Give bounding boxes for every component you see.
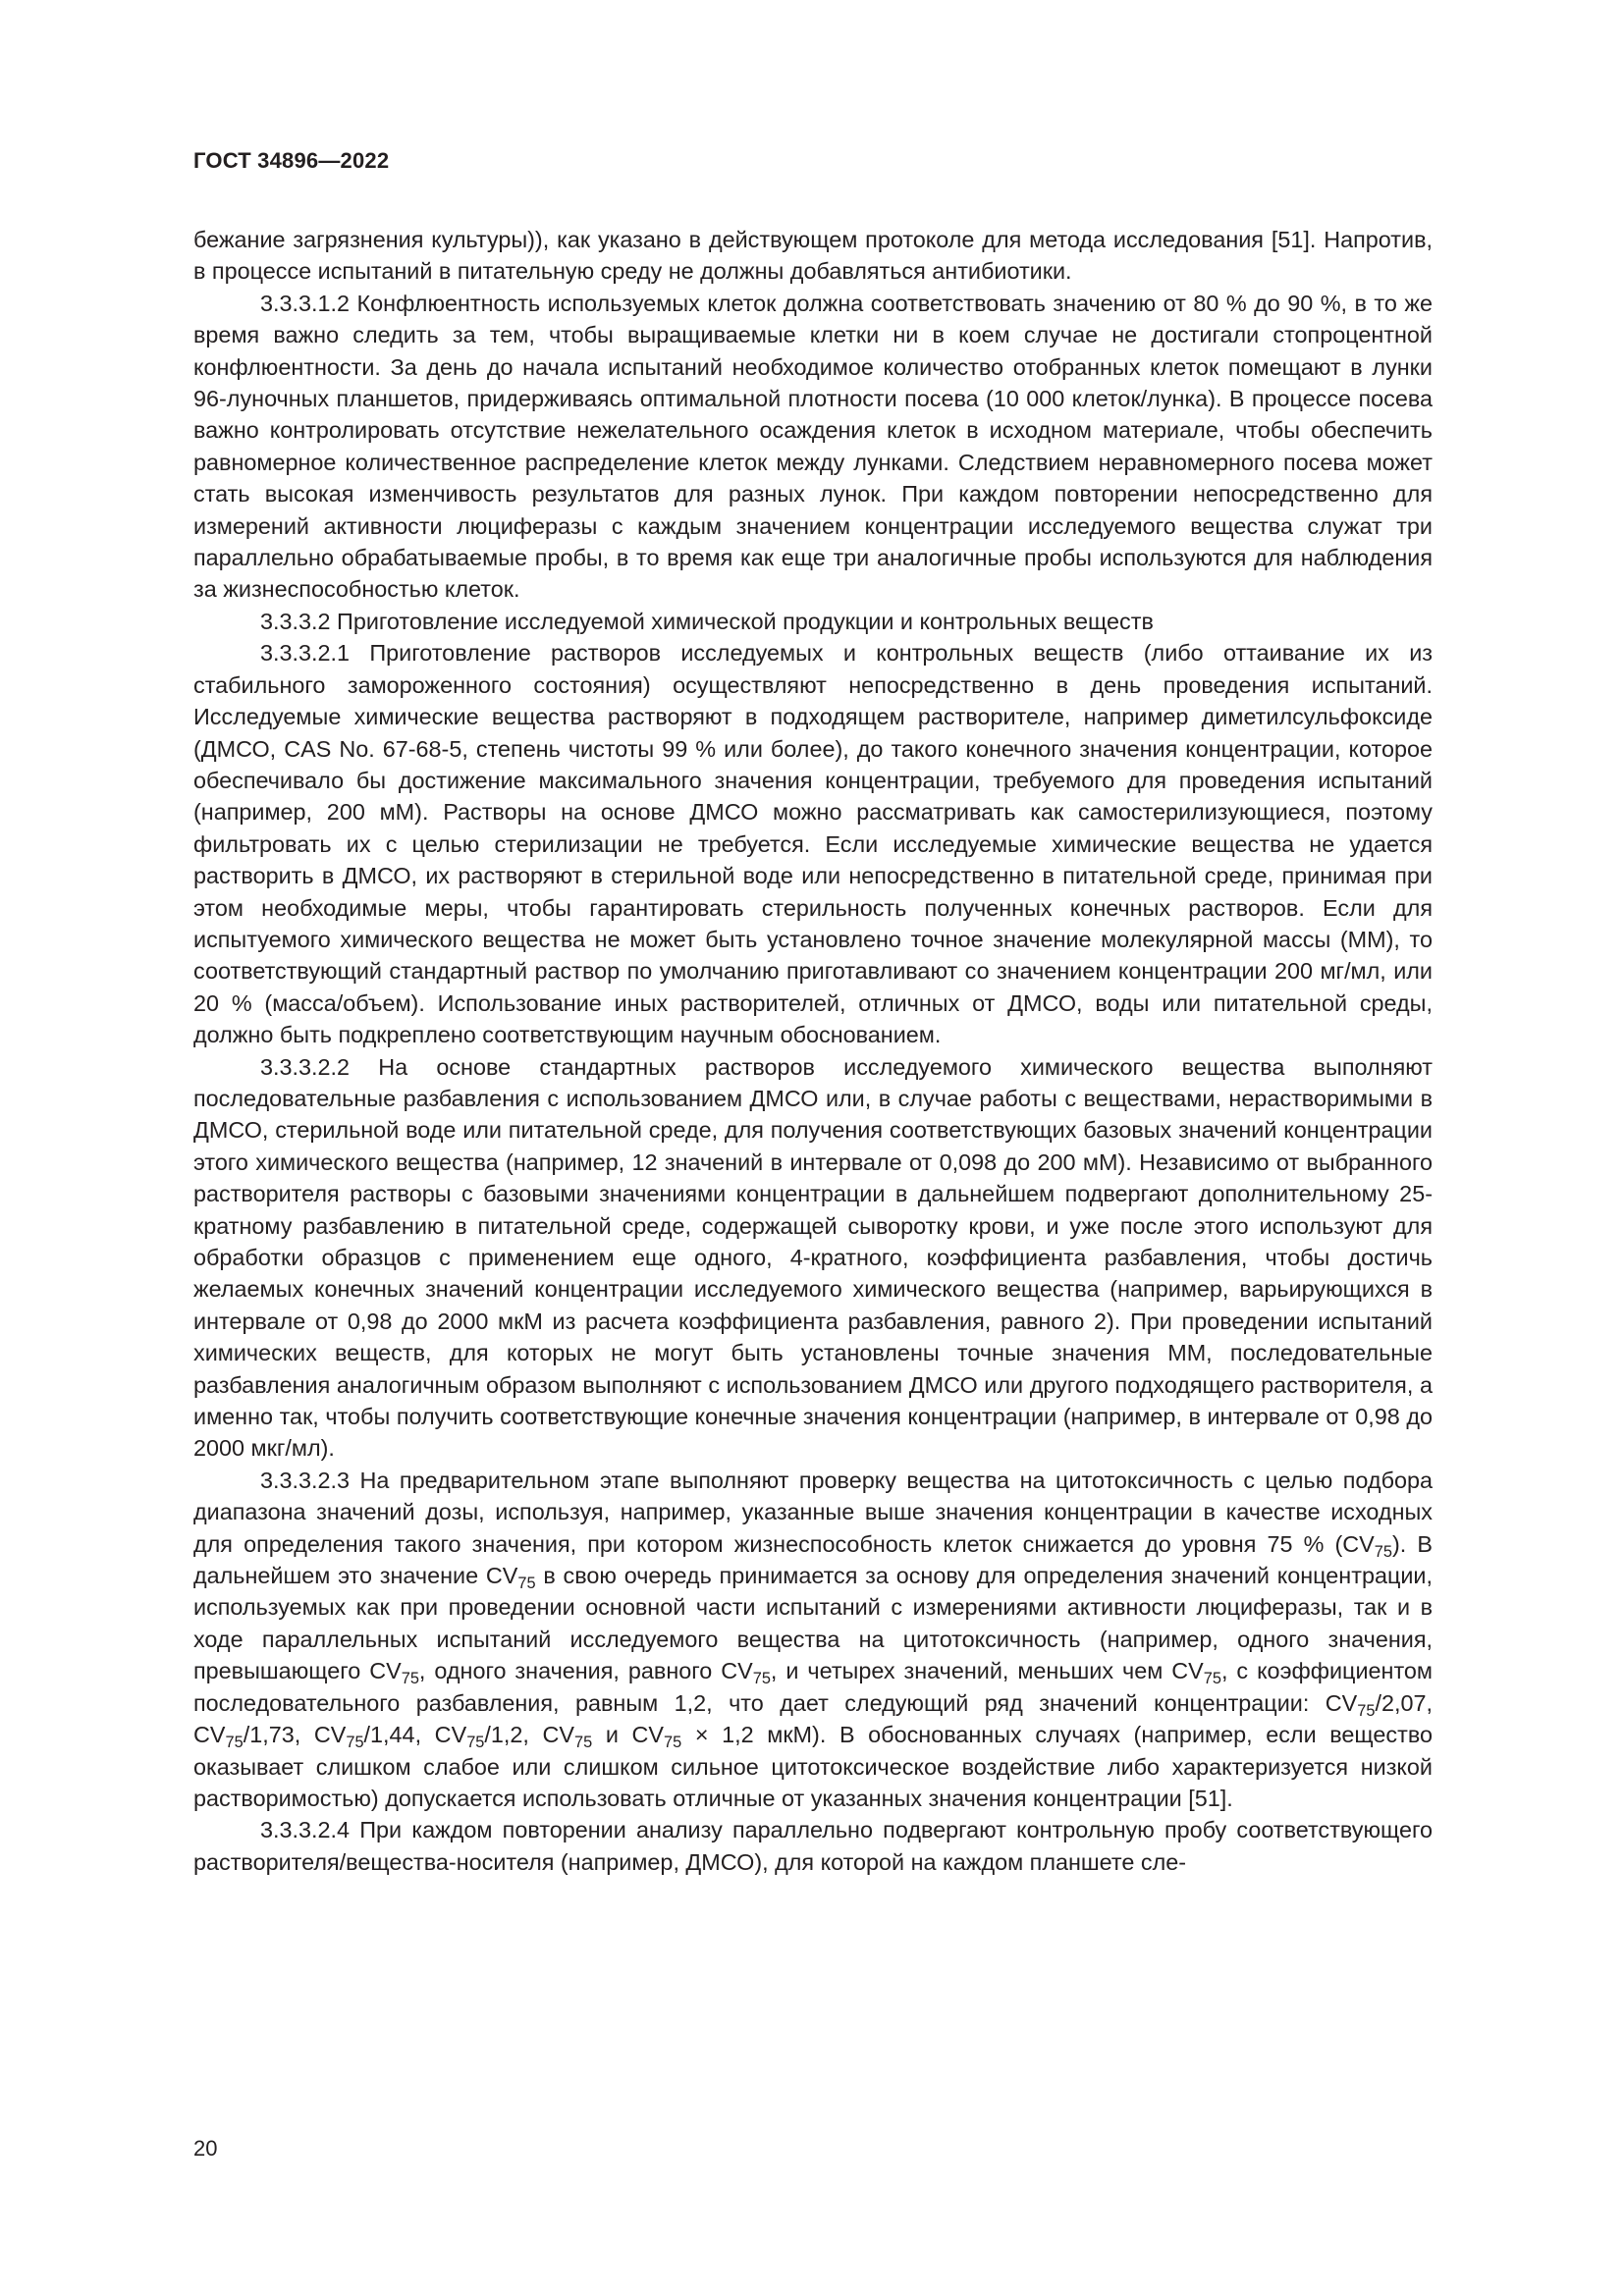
page-number: 20 [193,2136,218,2161]
body-text [193,224,1433,1878]
paragraph-3-3-3-2-3: 3.3.3.2.3 На предварительном этапе выполняют проверку вещества на цитотоксичность с целью подбора диапазона значений дозы, используя, например, указанные выше значения концентрации в качестве исходных для определения такого значения, при котором жизнеспособность клеток снижается до уровня 75 % $(CV_{75})$. В дальнейшем это значение $CV_{75}$ в свою очередь принимается за основу для определения значений концентрации, используемых как при проведении основной части испытаний с измерениями активности люциферазы, так и в ходе параллельных испытаний исследуемого вещества на цитотоксичность (например, одного значения, превышающего $CV_{75}$, одного значения, равного $CV_{75}$, и четырех значений, меньших чем $CV_{75}$, с коэффициентом последовательного разбавления, равным 1,2, что дает следующий ряд значений концентрации: $CV_{75}/2,07$, $CV_{75}/1,73$, $CV_{75}/1,44$, $CV_{75}/1,2$, $CV_{75}$ и $CV_{75} \times 1,2$ мкМ). В обоснованных случаях (например, если вещество оказывает слишком слабое или слишком сильное цитотоксическое воздействие либо характеризуется низкой растворимостью) допускается использовать отличные от указанных значения концентрации [51]. [193,1467,1433,1811]
paragraph-3-3-3-2: 3.3.3.2 Приготовление исследуемой химической продукции и контрольных веществ [260,608,1154,634]
paragraph-3-3-3-2-4: 3.3.3.2.4 При каждом повторении анализу параллельно подвергают контрольную пробу соответствующего растворителя/вещества-носителя (например, ДМСО), для которой на каждом планшете сле- [193,1817,1433,1875]
paragraph-3-3-3-2-2: 3.3.3.2.2 На основе стандартных растворов исследуемого химического вещества выполняют последовательные разбавления с использованием ДМСО или, в случае работы с веществами, нерастворимыми в ДМСО, стерильной воде или питательной среде, для получения соответствующих базовых значений концентрации этого химического вещества (например, 12 значений в интервале от 0,098 до 200 мМ). Независимо от выбранного растворителя растворы с базовыми значениями концентрации в дальнейшем подвергают дополнительному 25-кратному разбавлению в питательной среде, содержащей сыворотку крови, и уже после этого используют для обработки образцов с применением еще одного, 4-кратного, коэффициента разбавления, чтобы достичь желаемых конечных значений концентрации исследуемого химического вещества (например, варьирующихся в интервале от 0,98 до 2000 мкМ из расчета коэффициента разбавления, равного 2). При проведении испытаний химических веществ, для которых не могут быть установлены точные значения ММ, последовательные разбавления аналогичным образом выполняют с использованием ДМСО или другого подходящего растворителя, а именно так, чтобы получить соответствующие конечные значения концентрации (например, в интервале от 0,98 до 2000 мкг/мл). [193,1053,1433,1462]
paragraph-3-3-3-1-2: 3.3.3.1.2 Конфлюентность используемых клеток должна соответствовать значению от 80 % до 90 %, в то же время важно следить за тем, чтобы выращиваемые клетки ни в коем случае не достигали стопроцентной конфлюентности. За день до начала испытаний необходимое количество отобранных клеток помещают в лунки 96-луночных планшетов, придерживаясь оптимальной плотности посева (10 000 клеток/лунка). В процессе посева важно контролировать отсутствие нежелательного осаждения клеток в исходном материале, чтобы обеспечить равномерное количественное распределение клеток между лунками. Следствием неравномерного посева может стать высокая изменчивость результатов для разных лунок. При каждом повторении непосредственно для измерений активности люциферазы с каждым значением концентрации исследуемого вещества служат три параллельно обрабатываемые пробы, в то время как еще три аналогичные пробы используются для наблюдения за жизнеспособностью клеток. [193,290,1433,603]
document-header: ГОСТ 34896—2022 [193,148,390,173]
paragraph-continuation: бежание загрязнения культуры)), как указано в действующем протоколе для метода исследования [51]. Напротив, в процессе испытаний в питательную среду не должны добавляться антибиотики. [193,227,1433,285]
paragraph-3-3-3-2-1: 3.3.3.2.1 Приготовление растворов исследуемых и контрольных веществ (либо оттаивание их из стабильного замороженного состояния) осуществляют непосредственно в день проведения испытаний. Исследуемые химические вещества растворяют в подходящем растворителе, например диметилсульфоксиде (ДМСО, CAS No. 67-68-5, степень чистоты 99 % или более), до такого конечного значения концентрации, которое обеспечивало бы достижение максимального значения концентрации, требуемого для проведения испытаний (например, 200 мМ). Растворы на основе ДМСО можно рассматривать как самостерилизующиеся, поэтому фильтровать их с целью стерилизации не требуется. Если исследуемые химические вещества не удается растворить в ДМСО, их растворяют в стерильной воде или непосредственно в питательной среде, принимая при этом необходимые меры, чтобы гарантировать стерильность полученных конечных растворов. Если для испытуемого химического вещества не может быть установлено точное значение молекулярной массы (ММ), то соответствующий стандартный раствор по умолчанию приготавливают со значением концентрации 200 мг/мл, или 20 % (масса/объем). Использование иных растворителей, отличных от ДМСО, воды или питательной среды, должно быть подкреплено соответствующим научным обоснованием. [193,640,1433,1048]
